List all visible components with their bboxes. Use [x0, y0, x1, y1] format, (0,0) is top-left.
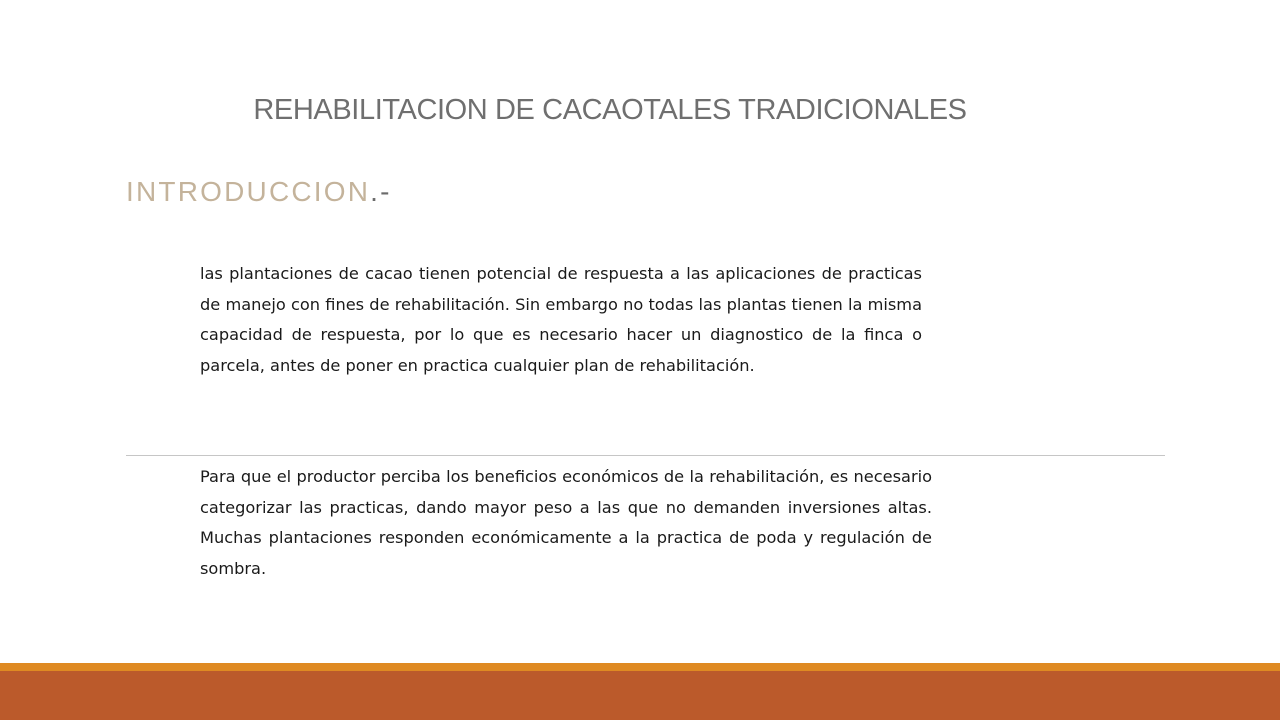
intro-paragraph: las plantaciones de cacao tienen potencial de respuesta a las aplicaciones de practicas de manejo con fines de rehabilitación. Sin embargo no todas las plantas tienen la misma capacidad de respuesta, por lo que es necesario hacer un diagnostico de la finca o parcela, antes de poner en practica cualquier plan de rehabilitación. — [200, 264, 922, 375]
section-heading-text: INTRODUCCION — [126, 176, 371, 207]
section-heading-suffix: .- — [370, 176, 392, 207]
slide-title: REHABILITACION DE CACAOTALES TRADICIONALES — [253, 94, 967, 126]
footer-accent-stripe — [0, 663, 1280, 671]
divider-line — [126, 455, 1165, 456]
section-heading — [126, 176, 392, 208]
benefits-paragraph: Para que el productor perciba los beneficios económicos de la rehabilitación, es necesario categorizar las practicas, dando mayor peso a las que no demanden inversiones altas. Muchas plantaciones responden económicamente a la practica de poda y regulación de sombra. — [200, 467, 932, 578]
footer-band — [0, 671, 1280, 720]
